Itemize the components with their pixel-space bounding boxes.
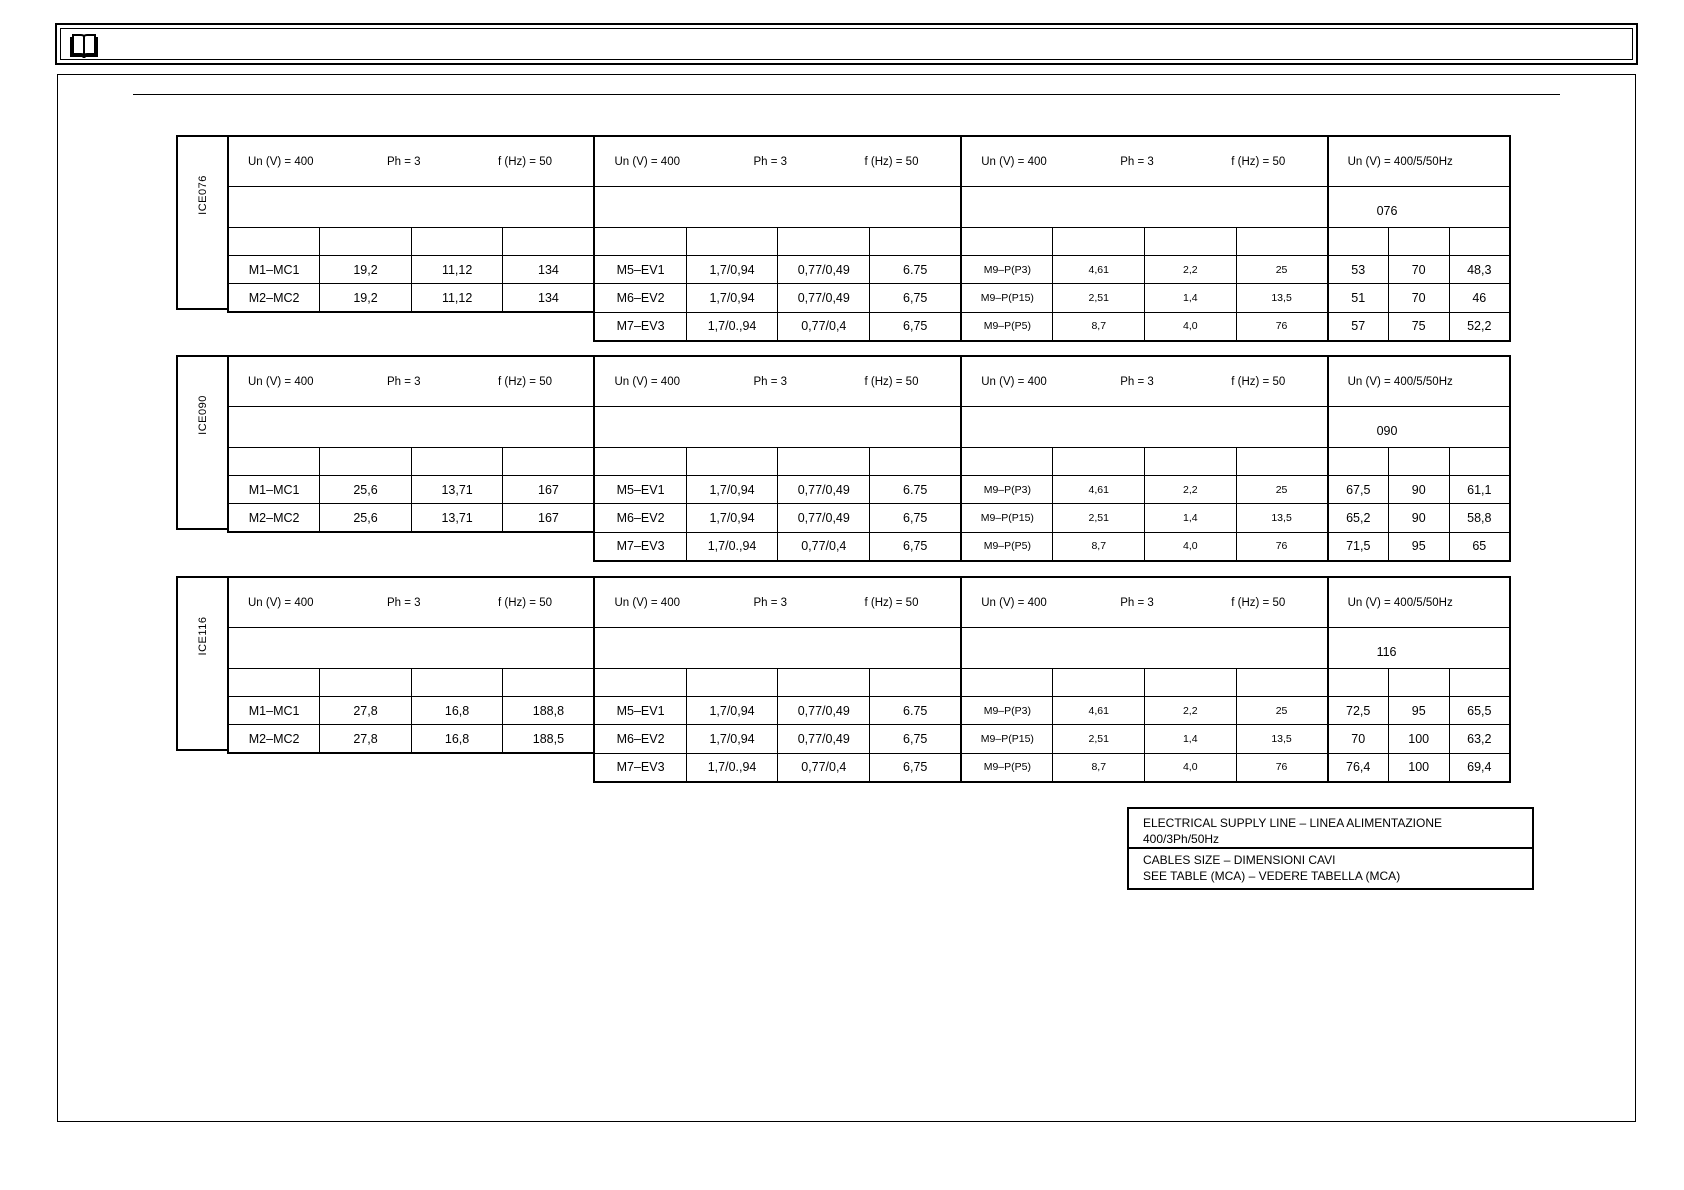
supply-header-cell — [961, 356, 1327, 407]
supply-summary-cell — [1328, 577, 1510, 628]
supply-un: Un (V) = 400 — [981, 155, 1047, 168]
spacer-cell — [1145, 448, 1237, 476]
table-cell: 1,7/0.,94 — [686, 753, 778, 782]
spacer-cell — [961, 669, 1053, 697]
electrical-data-table — [227, 355, 1511, 562]
table-cell: 1,7/0,94 — [686, 504, 778, 533]
table-cell: 1,4 — [1145, 725, 1237, 754]
supply-line-spec: 400/3Ph/50Hz — [1143, 832, 1220, 846]
cable-size-note: SEE TABLE (MCA) – VEDERE TABELLA (MCA) — [1143, 869, 1401, 883]
spacer-cell — [1236, 669, 1328, 697]
blank-cell — [961, 628, 1327, 669]
spacer-cell — [228, 228, 320, 256]
table-cell: 0,77/0,49 — [778, 697, 870, 725]
supply-un: Un (V) = 400 — [248, 155, 314, 168]
manual-header-inner — [60, 28, 1633, 60]
supply-header-cell — [961, 577, 1327, 628]
table-cell: 0,77/0,4 — [778, 532, 870, 561]
supply-un: Un (V) = 400 — [981, 375, 1047, 388]
spacer-cell — [1449, 228, 1510, 256]
table-cell: 0,77/0,49 — [778, 504, 870, 533]
spacer-cell — [1388, 228, 1449, 256]
table-cell: 25,6 — [320, 504, 412, 533]
table-cell: 1,7/0.,94 — [686, 312, 778, 341]
table-cell: 27,8 — [320, 697, 412, 725]
supply-summary: Un (V) = 400/5/50Hz — [1347, 375, 1453, 388]
table-cell: 1,7/0,94 — [686, 476, 778, 504]
table-cell: 0,77/0,4 — [778, 312, 870, 341]
table-row — [228, 256, 1510, 284]
table-cell: 100 — [1388, 753, 1449, 782]
table-cell: 76,4 — [1328, 753, 1389, 782]
table-cell: M9–P(P5) — [961, 753, 1053, 782]
table-cell: 25 — [1236, 256, 1328, 284]
table-cell: 8,7 — [1053, 753, 1145, 782]
table-cell: 63,2 — [1449, 725, 1510, 754]
blank-cell — [228, 628, 594, 669]
table-cell: 52,2 — [1449, 312, 1510, 341]
table-cell: 13,71 — [411, 476, 503, 504]
table-cell: 16,8 — [411, 697, 503, 725]
supply-un: Un (V) = 400 — [614, 155, 680, 168]
spacer-cell — [1053, 669, 1145, 697]
table-cell: 19,2 — [320, 256, 412, 284]
table-cell: 188,8 — [503, 697, 595, 725]
table-cell: 1,7/0.,94 — [686, 532, 778, 561]
model-label: ICE116 — [196, 616, 209, 656]
table-cell: M9–P(P15) — [961, 284, 1053, 313]
supply-line-row — [1129, 809, 1532, 849]
table-cell: 2,2 — [1145, 476, 1237, 504]
unit-code-cell — [1328, 407, 1510, 448]
table-cell: 58,8 — [1449, 504, 1510, 533]
blank-cell — [594, 628, 961, 669]
cable-size-row — [1129, 849, 1532, 884]
spacer-cell — [594, 228, 686, 256]
spacer-cell — [320, 669, 412, 697]
table-cell: 0,77/0,49 — [778, 256, 870, 284]
table-row — [228, 697, 1510, 725]
table-cell — [411, 312, 503, 341]
spacer-cell — [320, 448, 412, 476]
table-cell: M9–P(P3) — [961, 476, 1053, 504]
spacer-cell — [320, 228, 412, 256]
supply-un: Un (V) = 400 — [614, 375, 680, 388]
spacer-cell — [228, 448, 320, 476]
supply-header-cell — [228, 356, 594, 407]
table-cell — [411, 532, 503, 561]
spacer-cell — [228, 669, 320, 697]
table-cell: 2,2 — [1145, 256, 1237, 284]
spacer-cell — [1145, 669, 1237, 697]
table-cell — [503, 753, 595, 782]
table-cell: 1,4 — [1145, 284, 1237, 313]
electrical-data-table — [227, 135, 1511, 342]
table-row — [228, 725, 1510, 754]
supply-note-box — [1127, 807, 1534, 890]
table-cell: 25 — [1236, 697, 1328, 725]
supply-header-cell — [228, 577, 594, 628]
table-cell: 25 — [1236, 476, 1328, 504]
table-cell: 19,2 — [320, 284, 412, 313]
table-row — [228, 532, 1510, 561]
table-cell: M2–MC2 — [228, 725, 320, 754]
table-cell: M1–MC1 — [228, 476, 320, 504]
unit-code: 090 — [1376, 424, 1398, 438]
model-label: ICE090 — [196, 395, 209, 435]
table-cell: 1,7/0,94 — [686, 256, 778, 284]
table-cell: 6,75 — [870, 532, 962, 561]
cable-size-title: CABLES SIZE – DIMENSIONI CAVI — [1143, 853, 1336, 867]
supply-ph: Ph = 3 — [1120, 375, 1154, 388]
table-cell: 100 — [1388, 725, 1449, 754]
spacer-cell — [870, 228, 962, 256]
table-cell: 6,75 — [870, 284, 962, 313]
supply-header-row — [228, 356, 1510, 407]
supply-ph: Ph = 3 — [387, 375, 421, 388]
electrical-data-table — [227, 576, 1511, 783]
supply-un: Un (V) = 400 — [248, 375, 314, 388]
table-cell: 6,75 — [870, 312, 962, 341]
blank-cell — [961, 187, 1327, 228]
table-cell: 8,7 — [1053, 312, 1145, 341]
table-cell: 134 — [503, 284, 595, 313]
supply-un: Un (V) = 400 — [248, 596, 314, 609]
supply-fz: f (Hz) = 50 — [1231, 375, 1286, 388]
supply-ph: Ph = 3 — [1120, 155, 1154, 168]
supply-fz: f (Hz) = 50 — [864, 596, 919, 609]
table-cell: 67,5 — [1328, 476, 1389, 504]
table-cell: 6,75 — [870, 725, 962, 754]
model-label-cell — [176, 576, 227, 751]
supply-un: Un (V) = 400 — [614, 596, 680, 609]
supply-header-cell — [228, 136, 594, 187]
table-cell: 6.75 — [870, 476, 962, 504]
supply-ph: Ph = 3 — [753, 155, 788, 168]
table-cell: 65,5 — [1449, 697, 1510, 725]
spacer-cell — [870, 669, 962, 697]
table-cell — [411, 753, 503, 782]
table-cell: 8,7 — [1053, 532, 1145, 561]
blank-cell — [228, 407, 594, 448]
blank-cell — [594, 407, 961, 448]
table-cell: 167 — [503, 504, 595, 533]
table-cell: 2,51 — [1053, 504, 1145, 533]
blank-cell — [961, 407, 1327, 448]
spacer-cell — [686, 669, 778, 697]
table-cell: 4,61 — [1053, 256, 1145, 284]
supply-header-cell — [594, 577, 961, 628]
spacer-cell — [1388, 448, 1449, 476]
table-cell: 51 — [1328, 284, 1389, 313]
table-cell: 4,0 — [1145, 532, 1237, 561]
table-cell: M9–P(P3) — [961, 256, 1053, 284]
spacer-cell — [411, 669, 503, 697]
table-cell: 11,12 — [411, 256, 503, 284]
table-cell: 188,5 — [503, 725, 595, 754]
table-cell: M9–P(P15) — [961, 725, 1053, 754]
table-cell: 75 — [1388, 312, 1449, 341]
supply-ph: Ph = 3 — [387, 596, 421, 609]
table-cell — [228, 753, 320, 782]
table-row — [228, 476, 1510, 504]
table-cell: 13,71 — [411, 504, 503, 533]
spacer-cell — [1328, 669, 1389, 697]
supply-summary: Un (V) = 400/5/50Hz — [1347, 596, 1453, 609]
section-ice116 — [176, 576, 1511, 791]
table-cell: M1–MC1 — [228, 256, 320, 284]
supply-fz: f (Hz) = 50 — [1231, 596, 1286, 609]
spacer-cell — [594, 448, 686, 476]
table-cell: M9–P(P5) — [961, 312, 1053, 341]
spacer-cell — [1328, 228, 1389, 256]
table-cell: 11,12 — [411, 284, 503, 313]
blank-cell — [594, 187, 961, 228]
table-cell: 25,6 — [320, 476, 412, 504]
supply-summary-cell — [1328, 356, 1510, 407]
table-cell: 61,1 — [1449, 476, 1510, 504]
table-cell: 65,2 — [1328, 504, 1389, 533]
table-cell: M9–P(P5) — [961, 532, 1053, 561]
table-cell: 1,7/0,94 — [686, 725, 778, 754]
table-row — [228, 753, 1510, 782]
table-cell: 167 — [503, 476, 595, 504]
table-cell: 13,5 — [1236, 284, 1328, 313]
table-cell: M5–EV1 — [594, 256, 686, 284]
table-cell: 46 — [1449, 284, 1510, 313]
supply-fz: f (Hz) = 50 — [498, 155, 553, 168]
spacer-cell — [778, 228, 870, 256]
table-cell: 70 — [1388, 284, 1449, 313]
spacer-cell — [1328, 448, 1389, 476]
table-cell: M2–MC2 — [228, 504, 320, 533]
table-cell: 70 — [1388, 256, 1449, 284]
spacer-cell — [503, 228, 595, 256]
supply-header-row — [228, 577, 1510, 628]
spacer-cell — [411, 228, 503, 256]
table-cell: M2–MC2 — [228, 284, 320, 313]
table-cell: 72,5 — [1328, 697, 1389, 725]
spacer-cell — [1236, 448, 1328, 476]
table-cell: 4,61 — [1053, 697, 1145, 725]
manual-header-bar — [55, 23, 1638, 65]
table-cell: 0,77/0,4 — [778, 753, 870, 782]
table-cell: 90 — [1388, 476, 1449, 504]
supply-fz: f (Hz) = 50 — [864, 375, 919, 388]
table-cell — [503, 532, 595, 561]
spacer-cell — [961, 228, 1053, 256]
spacer-cell — [411, 448, 503, 476]
spacer-cell — [1053, 228, 1145, 256]
table-cell: 134 — [503, 256, 595, 284]
table-row — [228, 312, 1510, 341]
table-cell: 53 — [1328, 256, 1389, 284]
supply-fz: f (Hz) = 50 — [1231, 155, 1286, 168]
table-cell: 4,0 — [1145, 312, 1237, 341]
table-cell: M5–EV1 — [594, 476, 686, 504]
table-row — [228, 504, 1510, 533]
table-cell: M6–EV2 — [594, 284, 686, 313]
table-cell — [228, 312, 320, 341]
table-cell — [503, 312, 595, 341]
spacer-cell — [686, 228, 778, 256]
book-icon — [69, 33, 99, 59]
table-cell: 6.75 — [870, 256, 962, 284]
table-cell: 27,8 — [320, 725, 412, 754]
table-cell: 1,7/0,94 — [686, 697, 778, 725]
supply-header-row — [228, 136, 1510, 187]
unit-code-cell — [1328, 187, 1510, 228]
table-cell: 70 — [1328, 725, 1389, 754]
spacer-cell — [1145, 228, 1237, 256]
supply-ph: Ph = 3 — [387, 155, 421, 168]
spacer-cell — [1053, 448, 1145, 476]
spacer-cell — [1449, 669, 1510, 697]
spacer-cell — [778, 448, 870, 476]
section-ice090 — [176, 355, 1511, 570]
spacer-cell — [594, 669, 686, 697]
blank-cell — [228, 187, 594, 228]
unit-code: 116 — [1376, 645, 1397, 659]
table-cell: M9–P(P15) — [961, 504, 1053, 533]
table-cell — [320, 753, 412, 782]
table-cell: 2,51 — [1053, 284, 1145, 313]
table-cell: 6,75 — [870, 504, 962, 533]
spacer-cell — [870, 448, 962, 476]
table-cell: 0,77/0,49 — [778, 725, 870, 754]
table-cell: M7–EV3 — [594, 532, 686, 561]
spacer-cell — [503, 669, 595, 697]
table-cell: 13,5 — [1236, 725, 1328, 754]
supply-fz: f (Hz) = 50 — [864, 155, 919, 168]
table-cell: 90 — [1388, 504, 1449, 533]
table-cell: M6–EV2 — [594, 725, 686, 754]
supply-ph: Ph = 3 — [753, 596, 788, 609]
spacer-cell — [503, 448, 595, 476]
supply-header-cell — [961, 136, 1327, 187]
model-label-cell — [176, 135, 227, 310]
spacer-cell — [686, 448, 778, 476]
table-cell: M1–MC1 — [228, 697, 320, 725]
table-cell: M5–EV1 — [594, 697, 686, 725]
table-cell: 95 — [1388, 532, 1449, 561]
table-cell: 1,4 — [1145, 504, 1237, 533]
supply-summary: Un (V) = 400/5/50Hz — [1347, 155, 1453, 168]
table-cell: 95 — [1388, 697, 1449, 725]
table-cell: 13,5 — [1236, 504, 1328, 533]
table-cell: 65 — [1449, 532, 1510, 561]
spacer-cell — [778, 669, 870, 697]
table-cell: 4,0 — [1145, 753, 1237, 782]
spacer-cell — [1449, 448, 1510, 476]
table-cell: 2,51 — [1053, 725, 1145, 754]
table-cell: 48,3 — [1449, 256, 1510, 284]
top-rule — [133, 94, 1560, 95]
supply-header-cell — [594, 356, 961, 407]
unit-code-cell — [1328, 628, 1510, 669]
table-cell: 6.75 — [870, 697, 962, 725]
table-cell: 6,75 — [870, 753, 962, 782]
table-cell: 57 — [1328, 312, 1389, 341]
table-cell: 69,4 — [1449, 753, 1510, 782]
spacer-cell — [1388, 669, 1449, 697]
table-cell: 2,2 — [1145, 697, 1237, 725]
table-cell: 76 — [1236, 532, 1328, 561]
table-cell: M9–P(P3) — [961, 697, 1053, 725]
unit-code: 076 — [1376, 204, 1398, 218]
supply-fz: f (Hz) = 50 — [498, 596, 553, 609]
supply-ph: Ph = 3 — [753, 375, 788, 388]
supply-fz: f (Hz) = 50 — [498, 375, 553, 388]
table-cell: 16,8 — [411, 725, 503, 754]
supply-header-cell — [594, 136, 961, 187]
supply-line-title: ELECTRICAL SUPPLY LINE – LINEA ALIMENTAZIONE — [1143, 816, 1442, 830]
table-cell: 0,77/0,49 — [778, 476, 870, 504]
model-label: ICE076 — [196, 175, 209, 215]
model-label-cell — [176, 355, 227, 530]
spacer-cell — [1236, 228, 1328, 256]
spacer-cell — [961, 448, 1053, 476]
table-row — [228, 284, 1510, 313]
table-cell — [320, 312, 412, 341]
table-cell — [228, 532, 320, 561]
table-cell: 76 — [1236, 753, 1328, 782]
table-cell: 71,5 — [1328, 532, 1389, 561]
section-ice076 — [176, 135, 1511, 350]
table-cell: 76 — [1236, 312, 1328, 341]
supply-ph: Ph = 3 — [1120, 596, 1154, 609]
table-cell — [320, 532, 412, 561]
table-cell: 1,7/0,94 — [686, 284, 778, 313]
table-cell: M6–EV2 — [594, 504, 686, 533]
table-cell: 0,77/0,49 — [778, 284, 870, 313]
table-cell: M7–EV3 — [594, 753, 686, 782]
supply-summary-cell — [1328, 136, 1510, 187]
supply-un: Un (V) = 400 — [981, 596, 1047, 609]
table-cell: M7–EV3 — [594, 312, 686, 341]
table-cell: 4,61 — [1053, 476, 1145, 504]
